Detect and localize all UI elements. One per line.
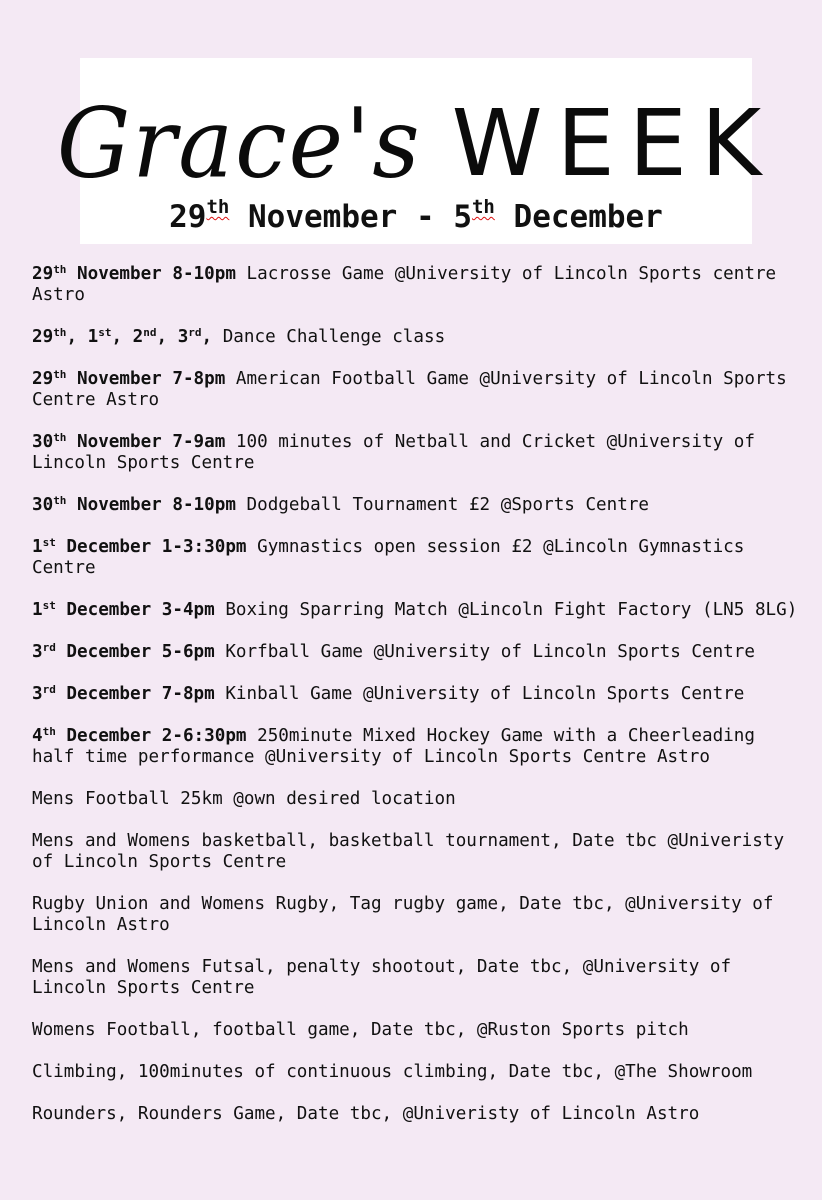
event-date-day: 29 [32, 264, 54, 284]
list-item [32, 1062, 807, 1083]
event-date-suffix: th [53, 494, 67, 507]
event-date [32, 264, 236, 284]
list-item [32, 726, 807, 768]
event-date [32, 600, 215, 620]
event-date-day: 3 [177, 327, 189, 347]
event-date [32, 726, 247, 746]
list-item [32, 495, 807, 516]
event-date-day: 2 [132, 327, 144, 347]
event-date-day: 29 [32, 369, 54, 389]
event-date [32, 495, 236, 515]
list-item [32, 831, 807, 873]
event-date-day: 4 [32, 726, 43, 746]
event-date-rest: November 7-9am [66, 432, 226, 452]
event-date-rest: , [111, 327, 133, 347]
event-description: Gymnastics open session £2 @Lincoln Gymnastics Centre [32, 537, 755, 578]
event-description: Climbing, 100minutes of continuous climbing, Date tbc, @The Showroom [32, 1062, 753, 1082]
event-date [32, 684, 215, 704]
event-description: Dodgeball Tournament £2 @Sports Centre [235, 495, 650, 515]
event-date-suffix: th [53, 431, 67, 444]
event-date-suffix: th [53, 326, 67, 339]
list-item [32, 957, 807, 999]
event-date [32, 369, 225, 389]
event-date-day: 30 [32, 432, 54, 452]
event-date-rest: December 1-3:30pm [55, 537, 247, 557]
event-description: Kinball Game @University of Lincoln Sports Centre [214, 684, 745, 704]
event-date-day: 1 [87, 327, 99, 347]
event-description: 250minute Mixed Hockey Game with a Cheerleading half time performance @University of Lincoln Sports Centre Astro [32, 726, 766, 767]
event-date-rest: , [66, 327, 88, 347]
list-item [32, 537, 807, 579]
event-date-rest: , [201, 327, 213, 347]
event-date-rest: November 7-8pm [66, 369, 226, 389]
event-date-suffix: rd [188, 326, 202, 339]
event-date-rest: November 8-10pm [66, 264, 236, 284]
event-date-day: 30 [32, 495, 54, 515]
event-description: Korfball Game @University of Lincoln Sports Centre [214, 642, 755, 662]
event-description: Womens Football, football game, Date tbc, @Ruston Sports pitch [32, 1020, 689, 1040]
event-date [32, 537, 247, 557]
event-description: Mens and Womens Futsal, penalty shootout, Date tbc, @University of Lincoln Sports Centre [32, 957, 742, 998]
list-item [32, 600, 807, 621]
date-range [80, 196, 752, 235]
event-date-rest: December 7-8pm [55, 684, 215, 704]
end-day: 5 [453, 199, 472, 235]
end-suffix: th [471, 196, 495, 218]
list-item [32, 789, 807, 810]
event-date-rest: December 3-4pm [55, 600, 215, 620]
event-date [32, 432, 225, 452]
event-date [32, 642, 215, 662]
title-script: Grace's [56, 87, 422, 200]
event-description: Rounders, Rounders Game, Date tbc, @Univeristy of Lincoln Astro [32, 1104, 700, 1124]
event-date-suffix: rd [42, 641, 56, 654]
start-month: November - [229, 199, 454, 235]
event-date-suffix: st [42, 536, 56, 549]
event-date-day: 1 [32, 600, 43, 620]
event-description: Rugby Union and Womens Rugby, Tag rugby game, Date tbc, @University of Lincoln Astro [32, 894, 785, 935]
list-item [32, 1020, 807, 1041]
event-date-suffix: th [53, 368, 67, 381]
list-item [32, 894, 807, 936]
list-item [32, 327, 807, 348]
event-date-rest: December 2-6:30pm [55, 726, 247, 746]
event-date-suffix: th [42, 725, 56, 738]
event-date-suffix: th [53, 263, 67, 276]
title-week: WEEK [451, 90, 776, 197]
event-description: Lacrosse Game @University of Lincoln Sports centre Astro [32, 264, 787, 305]
event-description: Mens Football 25km @own desired location [32, 789, 456, 809]
end-month: December [494, 199, 663, 235]
page-title [56, 80, 776, 200]
event-date-day: 3 [32, 642, 43, 662]
list-item [32, 642, 807, 663]
event-date-rest: November 8-10pm [66, 495, 236, 515]
event-date-rest: , [156, 327, 178, 347]
event-description: Mens and Womens basketball, basketball tournament, Date tbc @Univeristy of Lincoln Sports Centre [32, 831, 795, 872]
list-item [32, 264, 807, 306]
event-description: Dance Challenge class [212, 327, 446, 347]
header-banner [56, 58, 776, 244]
event-description: Boxing Sparring Match @Lincoln Fight Factory (LN5 8LG) [214, 600, 798, 620]
event-date-suffix: st [98, 326, 112, 339]
event-list [32, 264, 807, 1146]
event-date-day: 3 [32, 684, 43, 704]
list-item [32, 369, 807, 411]
list-item [32, 684, 807, 705]
event-date-suffix: nd [143, 326, 157, 339]
list-item [32, 1104, 807, 1125]
event-date [32, 327, 212, 347]
event-description: 100 minutes of Netball and Cricket @University of Lincoln Sports Centre [32, 432, 766, 473]
event-date-rest: December 5-6pm [55, 642, 215, 662]
event-description: American Football Game @University of Lincoln Sports Centre Astro [32, 369, 798, 410]
event-date-suffix: st [42, 599, 56, 612]
event-date-suffix: rd [42, 683, 56, 696]
start-day: 29 [169, 199, 207, 235]
event-date-day: 1 [32, 537, 43, 557]
start-suffix: th [206, 196, 230, 218]
list-item [32, 432, 807, 474]
event-date-day: 29 [32, 327, 54, 347]
